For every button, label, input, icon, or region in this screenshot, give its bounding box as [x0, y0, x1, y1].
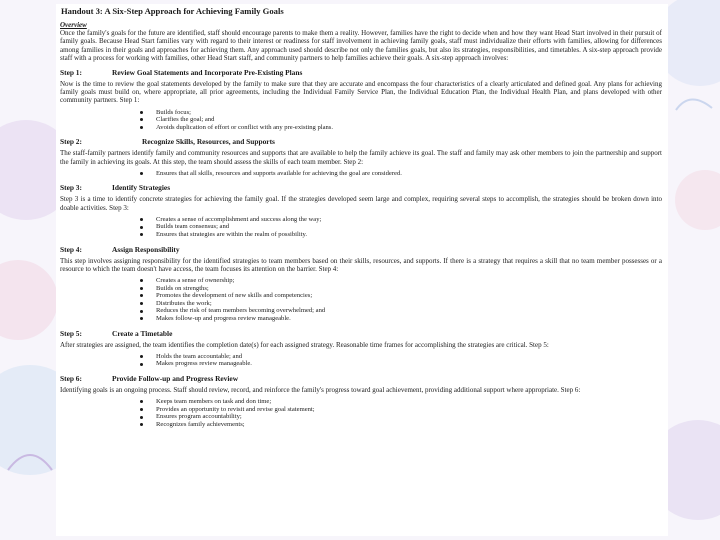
step-5-title: Create a Timetable [112, 328, 173, 338]
step-5-bullets [60, 353, 662, 368]
step-6-title: Provide Follow-up and Progress Review [112, 373, 239, 383]
step-4-heading [60, 245, 662, 254]
list-item: Reduces the risk of team members becoming overwhelmed; and [140, 307, 662, 315]
list-item: Holds the team accountable; and [140, 353, 662, 361]
list-item: Keeps team members on task and don time; [140, 398, 662, 406]
step-6-bullets [60, 398, 662, 428]
list-item: Ensures program accountability; [140, 413, 662, 421]
step-5-label: Step 5: [60, 328, 82, 338]
list-item: Recognizes family achievements; [140, 421, 662, 429]
step-5-heading [60, 329, 662, 338]
list-item: Builds on strengths; [140, 285, 662, 293]
step-1-bullets [60, 109, 662, 132]
step-1-label: Step 1: [60, 68, 82, 78]
list-item: Promotes the development of new skills and competencies; [140, 292, 662, 300]
step-2-label: Step 2: [60, 137, 82, 147]
list-item: Ensures that strategies are within the realm of possibility. [140, 231, 662, 239]
list-item: Avoids duplication of effort or conflict with any pre-existing plans. [140, 124, 662, 132]
list-item: Provides an opportunity to revisit and revise goal statement; [140, 406, 662, 414]
step-2-text: The staff-family partners identify family and community resources and supports that are available to help the family achieve its goal. The staff and family may ask other members to join the partnership and support the family in achieving its goals. At this step, the team should assess the skills of each team member. Step 2: [60, 149, 662, 166]
step-3-title: Identify Strategies [112, 183, 171, 193]
step-1-text: Now is the time to review the goal statements developed by the family to make sure that they are accurate and encompass the four characteristics of a clearly articulated and defined goal. Any plans for achieving family goals must build on, where appropriate, all prior agreements, including the Individual Family Service Plan, the Individual Education Plan, the Individual Health Plan, and plans developed with other community partners. Step 1: [60, 80, 662, 105]
step-4-bullets [60, 277, 662, 323]
step-4-text: This step involves assigning responsibility for the identified strategies to team members based on their skills, resources, and supports. If there is a strategy that requires a skill that no team member possesses or a resource to which the team doesn't have access, the team focuses its attention on the barrier. Step 4: [60, 256, 662, 273]
step-3-text: Step 3 is a time to identify concrete strategies for achieving the family goal. If the strategies developed seem large and complex, requiring several steps to accomplish, the strategies should be broken down into doable activities. Step 3: [60, 195, 662, 212]
overview-heading: Overview [60, 21, 87, 29]
step-6-label: Step 6: [60, 373, 82, 383]
step-5-text: After strategies are assigned, the team identifies the completion date(s) for each assigned strategy. Reasonable time frames for accomplishing the strategies are critical. Step 5: [60, 340, 549, 349]
step-4-title: Assign Responsibility [112, 244, 180, 254]
page-title: Handout 3: A Six-Step Approach for Achieving Family Goals [61, 6, 284, 16]
step-4-label: Step 4: [60, 244, 82, 254]
step-3-heading [60, 183, 662, 192]
list-item: Builds team consensus; and [140, 223, 662, 231]
handout-page [56, 4, 668, 536]
list-item: Distributes the work; [140, 300, 662, 308]
list-item: Creates a sense of ownership; [140, 277, 662, 285]
step-6-heading [60, 374, 662, 383]
list-item: Creates a sense of accomplishment and success along the way; [140, 216, 662, 224]
step-1-title: Review Goal Statements and Incorporate Pre-Existing Plans [112, 68, 303, 78]
step-2-bullets [60, 170, 662, 178]
list-item: Makes follow-up and progress review manageable. [140, 315, 662, 323]
step-3-label: Step 3: [60, 183, 82, 193]
step-1-heading [60, 68, 662, 77]
list-item: Ensures that all skills, resources and supports available for achieving the goal are considered. [140, 170, 662, 178]
step-3-bullets [60, 216, 662, 239]
step-6-text: Identifying goals is an ongoing process. Staff should review, record, and reinforce the family's progress toward goal achievement, providing additional support where appropriate. Step 6: [60, 385, 581, 394]
step-2-heading [60, 137, 662, 146]
list-item: Builds focus; [140, 109, 662, 117]
list-item: Clarifies the goal; and [140, 116, 662, 124]
step-2-title: Recognize Skills, Resources, and Supports [142, 137, 275, 147]
list-item: Makes progress review manageable. [140, 360, 662, 368]
overview-text: Once the family's goals for the future are identified, staff should encourage parents to make them a reality. However, families have the right to decide when and how they want Head Start involved in their pursuit of family goals. Because Head Start families vary with regard to their interest or readiness for staff involvement in achieving family goals, staff must individualize their efforts with families, allowing for differences among families in their goals and approaches for achieving them. Any approach used should describe not only the families goals, but also its strategies, responsibilities, and timetables. A six-step approach provide staff with a process for working with families, other Head Start staff, and community partners to help families achieve their goals. A six-step approach involves: [60, 29, 662, 62]
